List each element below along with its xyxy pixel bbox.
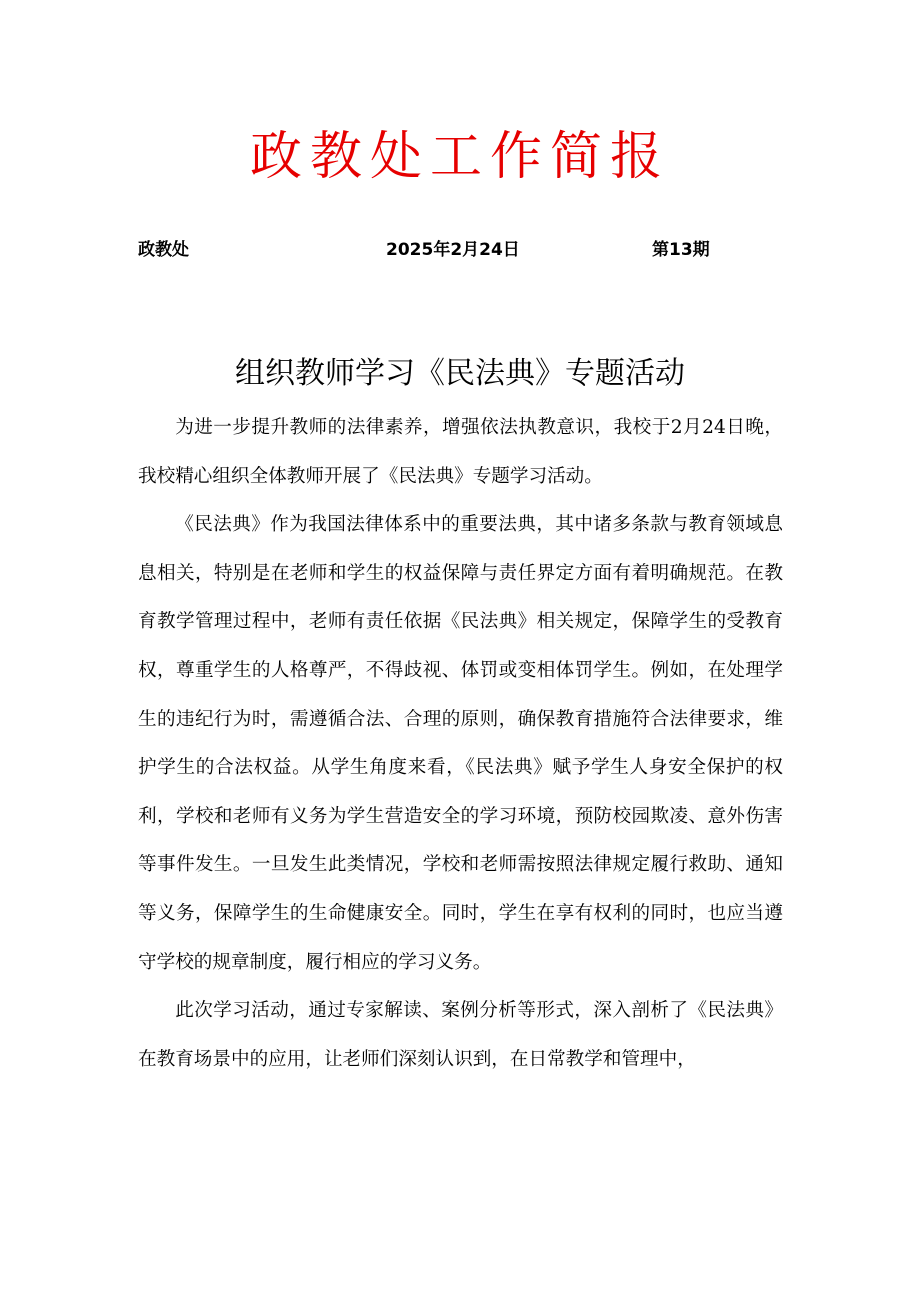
paragraph-activity: 此次学习活动，通过专家解读、案例分析等形式，深入剖析了《民法典》在教育场景中的应用，让老师们深刻认识到，在日常教学和管理中，	[138, 1000, 783, 1070]
issue-number: 第13期	[652, 240, 710, 260]
article-title: 组织教师学习《民法典》专题活动	[235, 356, 685, 391]
paragraph-civil-code: 《民法典》作为我国法律体系中的重要法典，其中诸多条款与教育领域息息相关，特别是在老师和学生的权益保障与责任界定方面有着明确规范。在教育教学管理过程中，老师有责任依据《民法典》相关规定，保障学生的受教育权，尊重学生的人格尊严，不得歧视、体罚或变相体罚学生。例如，在处理学生的违纪行为时，需遵循合法、合理的原则，确保教育措施符合法律要求，维护学生的合法权益。从学生角度来看，《民法典》赋予学生人身安全保护的权利，学校和老师有义务为学生营造安全的学习环境，预防校园欺凌、意外伤害等事件发生。一旦发生此类情况，学校和老师需按照法律规定履行救助、通知等义务，保障学生的生命健康安全。同时，学生在享有权利的同时，也应当遵守学校的规章制度，履行相应的学习义务。	[138, 514, 783, 973]
article-body	[138, 404, 783, 1084]
bulletin-meta-line	[0, 236, 920, 264]
paragraph-intro: 为进一步提升教师的法律素养，增强依法执教意识，我校于2月24日晚，我校精心组织全体教师开展了《民法典》专题学习活动。	[138, 417, 783, 487]
masthead-title: 政教处工作简报	[249, 127, 670, 187]
issue-date: 2025年2月24日	[386, 240, 520, 260]
department-label: 政教处	[138, 240, 189, 260]
